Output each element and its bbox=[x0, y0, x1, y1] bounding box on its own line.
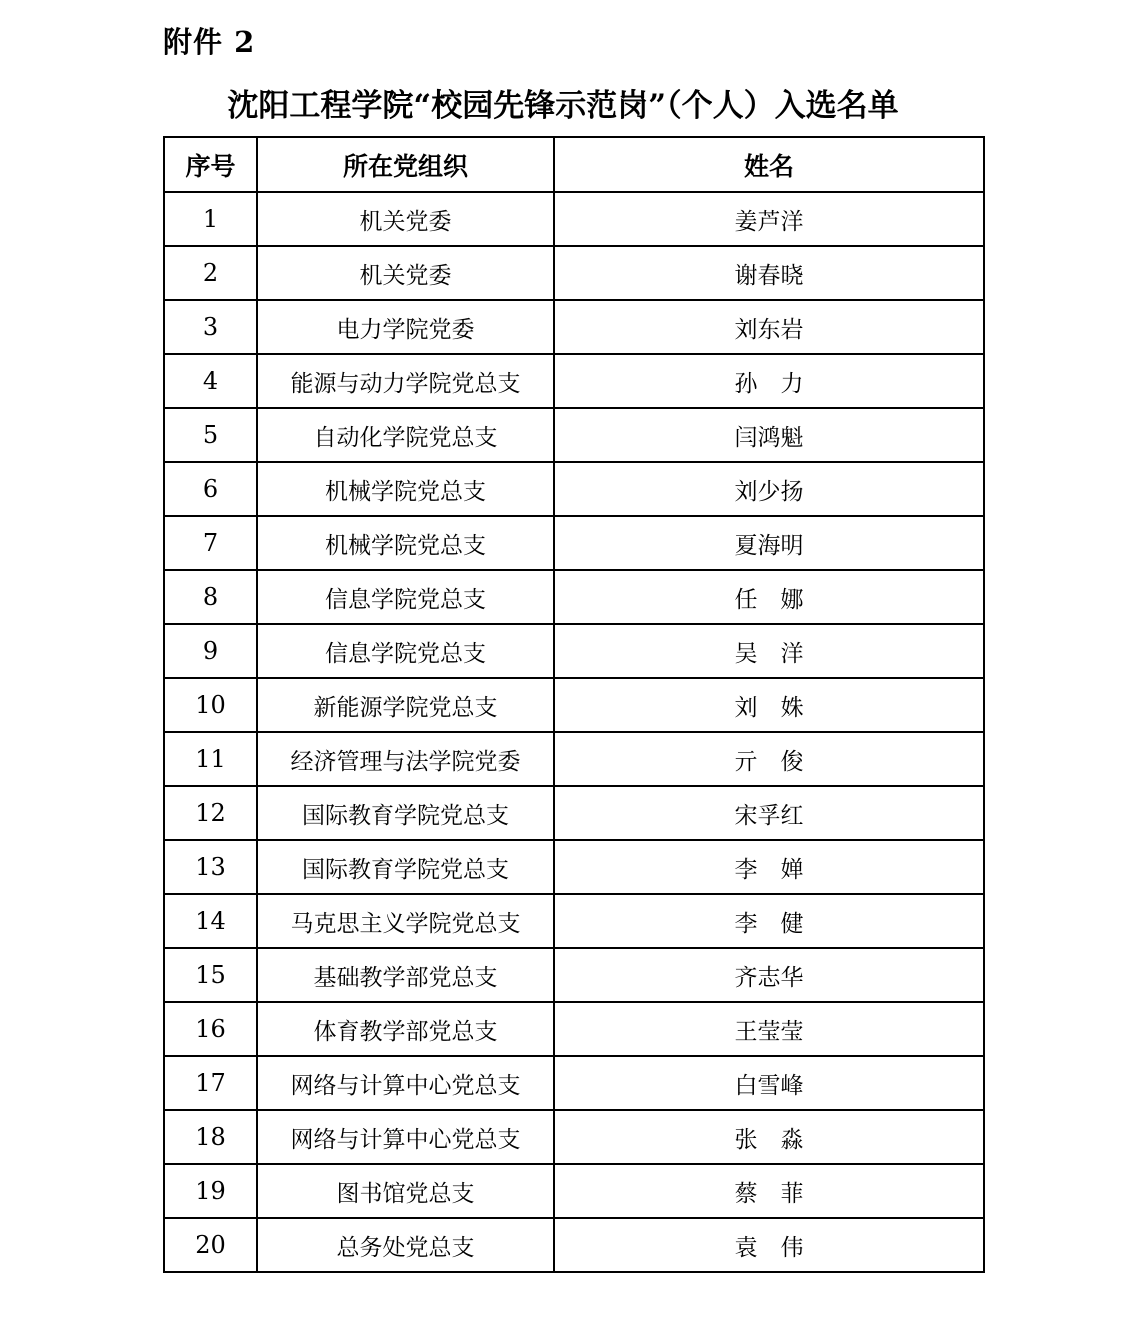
name-cell: 宋孚红 bbox=[554, 786, 984, 840]
serial-number-cell: 3 bbox=[164, 300, 257, 354]
page-title: 沈阳工程学院“校园先锋示范岗”（个人）入选名单 bbox=[227, 88, 899, 124]
party-organization-cell: 图书馆党总支 bbox=[257, 1164, 554, 1218]
table-row bbox=[164, 678, 984, 732]
serial-number-cell: 19 bbox=[164, 1164, 257, 1218]
table-row bbox=[164, 1110, 984, 1164]
table-body bbox=[164, 192, 984, 1272]
table-row bbox=[164, 786, 984, 840]
serial-number-cell: 8 bbox=[164, 570, 257, 624]
party-organization-cell: 机械学院党总支 bbox=[257, 462, 554, 516]
header-row bbox=[164, 137, 984, 192]
table-header bbox=[164, 137, 984, 192]
serial-number-cell: 7 bbox=[164, 516, 257, 570]
name-cell: 李 婵 bbox=[554, 840, 984, 894]
table-row bbox=[164, 570, 984, 624]
name-cell: 白雪峰 bbox=[554, 1056, 984, 1110]
name-cell: 刘少扬 bbox=[554, 462, 984, 516]
serial-number-cell: 11 bbox=[164, 732, 257, 786]
serial-number-cell: 14 bbox=[164, 894, 257, 948]
party-organization-cell: 网络与计算中心党总支 bbox=[257, 1110, 554, 1164]
table-row bbox=[164, 894, 984, 948]
party-organization-cell: 自动化学院党总支 bbox=[257, 408, 554, 462]
name-cell: 李 健 bbox=[554, 894, 984, 948]
name-cell: 谢春晓 bbox=[554, 246, 984, 300]
party-organization-cell: 电力学院党委 bbox=[257, 300, 554, 354]
table-row bbox=[164, 1164, 984, 1218]
table-row bbox=[164, 516, 984, 570]
name-cell: 夏海明 bbox=[554, 516, 984, 570]
serial-number-cell: 20 bbox=[164, 1218, 257, 1272]
name-cell: 蔡 菲 bbox=[554, 1164, 984, 1218]
serial-number-cell: 1 bbox=[164, 192, 257, 246]
attachment-label: 附件 2 bbox=[163, 25, 256, 59]
party-organization-cell: 基础教学部党总支 bbox=[257, 948, 554, 1002]
header-party-organization: 所在党组织 bbox=[257, 137, 554, 192]
name-cell: 刘 姝 bbox=[554, 678, 984, 732]
serial-number-cell: 10 bbox=[164, 678, 257, 732]
table-row bbox=[164, 624, 984, 678]
serial-number-cell: 5 bbox=[164, 408, 257, 462]
name-cell: 任 娜 bbox=[554, 570, 984, 624]
party-organization-cell: 机关党委 bbox=[257, 246, 554, 300]
serial-number-cell: 17 bbox=[164, 1056, 257, 1110]
name-cell: 孙 力 bbox=[554, 354, 984, 408]
party-organization-cell: 网络与计算中心党总支 bbox=[257, 1056, 554, 1110]
serial-number-cell: 12 bbox=[164, 786, 257, 840]
party-organization-cell: 能源与动力学院党总支 bbox=[257, 354, 554, 408]
party-organization-cell: 体育教学部党总支 bbox=[257, 1002, 554, 1056]
party-organization-cell: 新能源学院党总支 bbox=[257, 678, 554, 732]
party-organization-cell: 马克思主义学院党总支 bbox=[257, 894, 554, 948]
name-cell: 姜芦洋 bbox=[554, 192, 984, 246]
table-row bbox=[164, 192, 984, 246]
party-organization-cell: 机械学院党总支 bbox=[257, 516, 554, 570]
roster-table bbox=[163, 136, 985, 1273]
party-organization-cell: 经济管理与法学院党委 bbox=[257, 732, 554, 786]
serial-number-cell: 2 bbox=[164, 246, 257, 300]
name-cell: 刘东岩 bbox=[554, 300, 984, 354]
party-organization-cell: 国际教育学院党总支 bbox=[257, 786, 554, 840]
name-cell: 亓 俊 bbox=[554, 732, 984, 786]
name-cell: 王莹莹 bbox=[554, 1002, 984, 1056]
table-row bbox=[164, 462, 984, 516]
serial-number-cell: 16 bbox=[164, 1002, 257, 1056]
party-organization-cell: 总务处党总支 bbox=[257, 1218, 554, 1272]
table-row bbox=[164, 1002, 984, 1056]
party-organization-cell: 信息学院党总支 bbox=[257, 570, 554, 624]
name-cell: 袁 伟 bbox=[554, 1218, 984, 1272]
serial-number-cell: 6 bbox=[164, 462, 257, 516]
serial-number-cell: 4 bbox=[164, 354, 257, 408]
header-serial-number: 序号 bbox=[164, 137, 257, 192]
name-cell: 吴 洋 bbox=[554, 624, 984, 678]
party-organization-cell: 信息学院党总支 bbox=[257, 624, 554, 678]
serial-number-cell: 9 bbox=[164, 624, 257, 678]
serial-number-cell: 15 bbox=[164, 948, 257, 1002]
table-row bbox=[164, 246, 984, 300]
table-row bbox=[164, 840, 984, 894]
party-organization-cell: 国际教育学院党总支 bbox=[257, 840, 554, 894]
name-cell: 张 淼 bbox=[554, 1110, 984, 1164]
name-cell: 闫鸿魁 bbox=[554, 408, 984, 462]
table-row bbox=[164, 1056, 984, 1110]
table-row bbox=[164, 1218, 984, 1272]
table-row bbox=[164, 300, 984, 354]
table-row bbox=[164, 732, 984, 786]
name-cell: 齐志华 bbox=[554, 948, 984, 1002]
serial-number-cell: 13 bbox=[164, 840, 257, 894]
table-row bbox=[164, 948, 984, 1002]
header-name: 姓名 bbox=[554, 137, 984, 192]
serial-number-cell: 18 bbox=[164, 1110, 257, 1164]
table-row bbox=[164, 408, 984, 462]
table-row bbox=[164, 354, 984, 408]
party-organization-cell: 机关党委 bbox=[257, 192, 554, 246]
